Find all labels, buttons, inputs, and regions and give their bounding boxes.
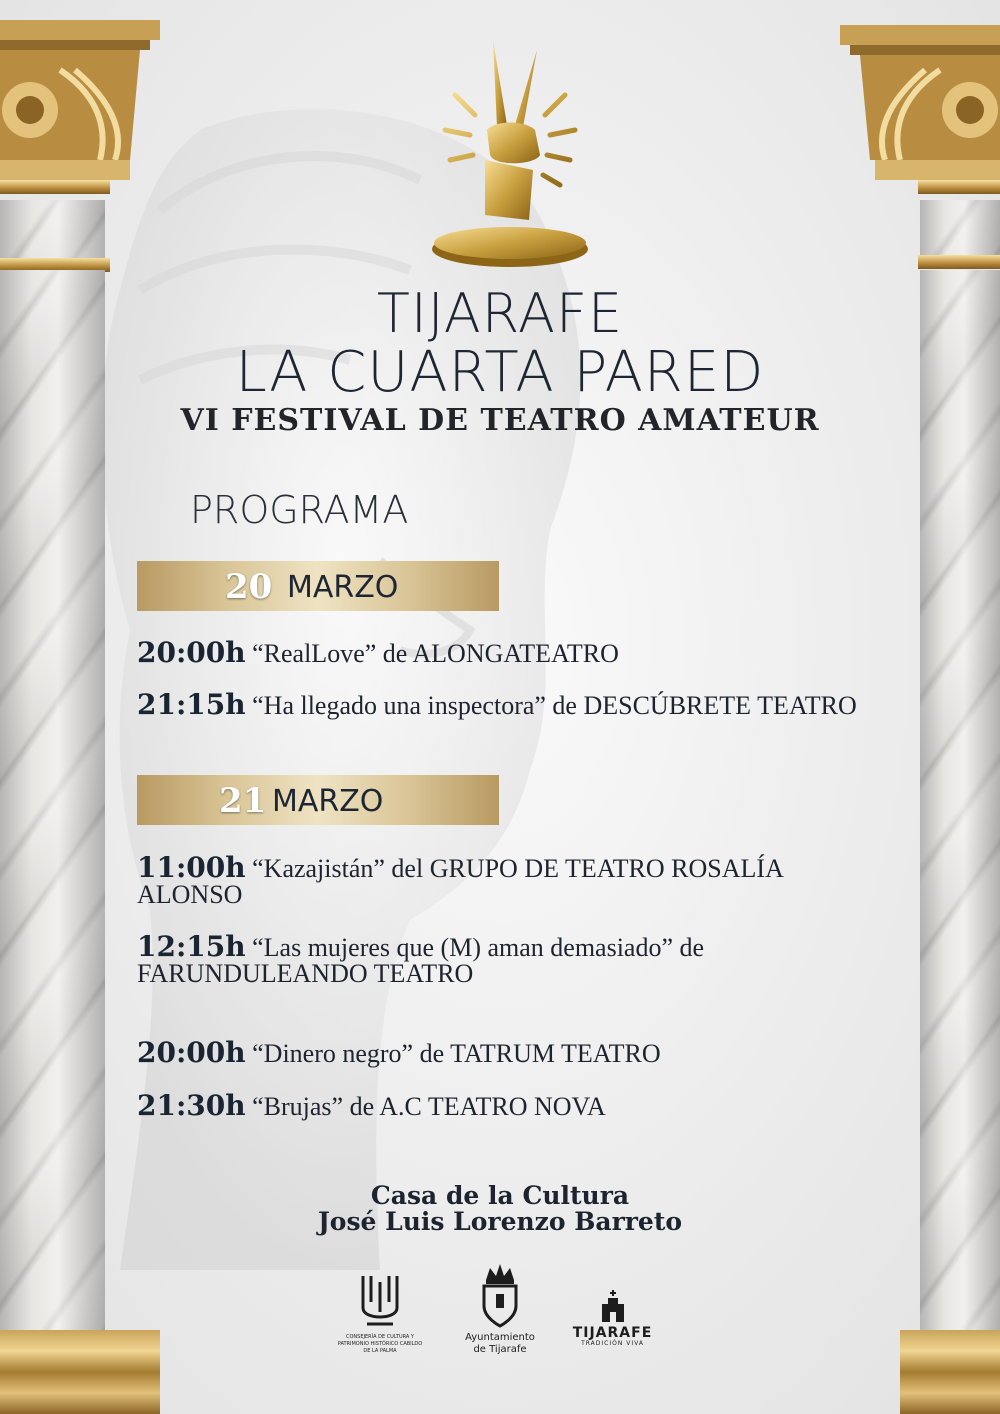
title-line-1: TIJARAFE: [376, 282, 624, 345]
event-time: 20:00h: [137, 1036, 246, 1069]
event-item: [137, 688, 867, 721]
event-time: 20:00h: [137, 636, 246, 669]
right-column-capital-image: [840, 10, 1000, 180]
crown-shield-icon: [480, 1262, 520, 1328]
title-line-2: LA CUARTA PARED: [235, 340, 765, 405]
day-number: 21: [219, 781, 267, 821]
right-column-ring: [918, 255, 1000, 269]
event-text: “RealLove” de ALONGATEATRO: [252, 639, 619, 668]
day-band-20: [137, 561, 499, 611]
left-column-neck: [0, 200, 105, 260]
right-column-ring: [918, 180, 1000, 194]
left-column-capital-image: [0, 10, 160, 180]
day-month: MARZO: [272, 784, 384, 819]
day-band-21: [137, 775, 499, 825]
event-item: [137, 851, 867, 909]
cabildo-caption: CONSEJERÍA DE CULTURA Y PATRIMONIO HISTÓRICO CABILDO DE LA PALMA: [337, 1334, 423, 1354]
right-column-neck: [920, 200, 1000, 255]
cabildo-emblem-icon: [357, 1272, 403, 1328]
event-time: 21:30h: [137, 1089, 246, 1122]
event-time: 12:15h: [137, 930, 246, 963]
event-item: [137, 1089, 867, 1122]
event-text: “Ha llegado una inspectora” de DESCÚBRETE TEATRO: [252, 691, 857, 720]
event-time: 21:15h: [137, 688, 246, 721]
event-text: “Dinero negro” de TATRUM TEATRO: [252, 1039, 661, 1068]
tijarafe-brand-name: TIJARAFE: [572, 1325, 653, 1341]
venue-line-1: Casa de la Cultura: [370, 1181, 630, 1210]
tijarafe-brand-logo: [565, 1290, 660, 1347]
day-month: MARZO: [287, 570, 399, 605]
event-time: 11:00h: [137, 851, 246, 884]
event-item: [137, 1036, 867, 1069]
event-item: [137, 636, 867, 669]
cabildo-logo: [335, 1272, 425, 1355]
event-text: “Las mujeres que (M) aman demasiado” de FARUNDULEANDO TEATRO: [137, 933, 705, 988]
festival-subtitle: VI FESTIVAL DE TEATRO AMATEUR: [180, 403, 820, 438]
ayuntamiento-caption-line-1: Ayuntamiento: [465, 1332, 535, 1343]
left-column-base: [0, 1330, 160, 1414]
event-text: “Kazajistán” del GRUPO DE TEATRO ROSALÍA ALONSO: [137, 854, 783, 909]
tijarafe-brand-tagline: TRADICIÓN VIVA: [581, 1340, 644, 1347]
ayuntamiento-caption-line-2: de Tijarafe: [473, 1344, 527, 1355]
church-tower-icon: [598, 1290, 628, 1322]
left-column-ring: [0, 180, 110, 194]
right-column-base: [900, 1330, 1000, 1414]
festival-gold-hand-logo: [425, 35, 595, 275]
programa-heading: PROGRAMA: [190, 488, 409, 532]
day-number: 20: [225, 567, 273, 607]
event-item: [137, 930, 867, 988]
venue-line-2: José Luis Lorenzo Barreto: [317, 1207, 683, 1236]
event-text: “Brujas” de A.C TEATRO NOVA: [252, 1092, 606, 1121]
ayuntamiento-logo: [455, 1262, 545, 1356]
